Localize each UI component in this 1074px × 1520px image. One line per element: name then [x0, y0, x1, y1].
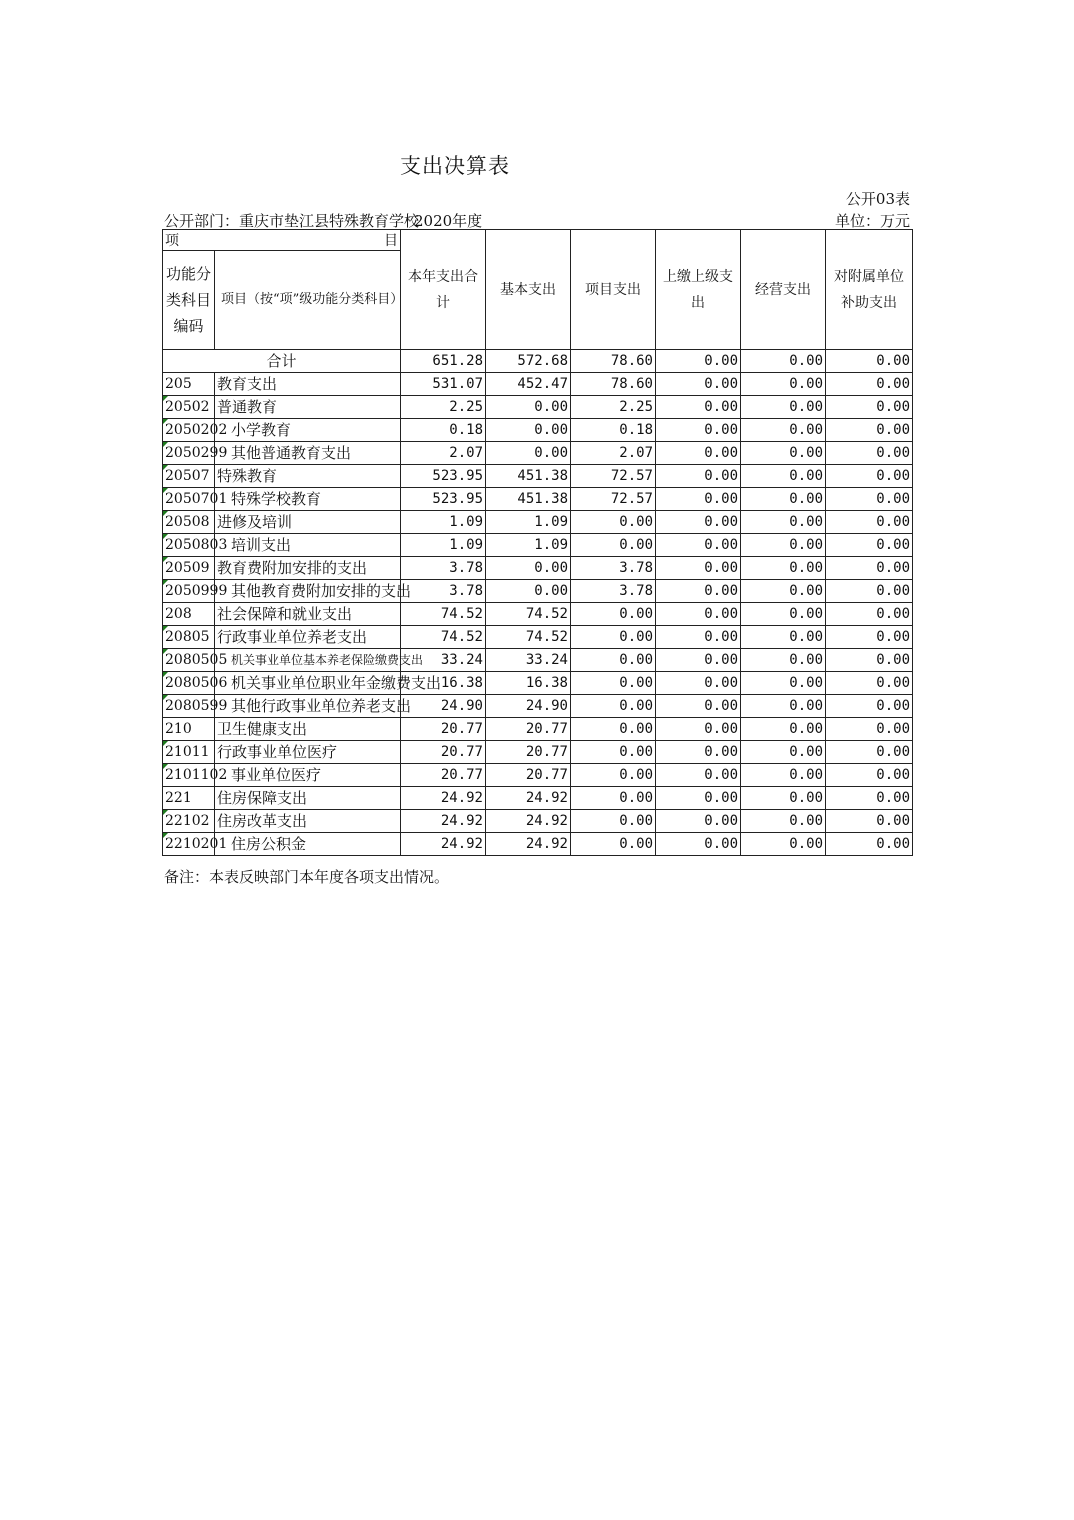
- total-label: 合计: [163, 350, 401, 373]
- row-value: 531.07: [401, 373, 486, 396]
- row-value: 0.00: [741, 580, 826, 603]
- row-value: 0.00: [656, 396, 741, 419]
- table-row: [163, 488, 913, 511]
- row-value: 78.60: [571, 373, 656, 396]
- row-value: 0.00: [826, 718, 913, 741]
- item-header-right: 目: [384, 233, 398, 249]
- report-title: 支出决算表: [400, 154, 510, 178]
- row-name: 社会保障和就业支出: [215, 603, 401, 626]
- table-row: [163, 580, 913, 603]
- row-name: 住房保障支出: [215, 787, 401, 810]
- item-header-left: 项: [165, 233, 179, 249]
- row-name: 机关事业单位职业年金缴费支出: [215, 672, 401, 695]
- row-code: 2080505: [163, 649, 215, 672]
- table-row: [163, 373, 913, 396]
- row-value: 0.00: [826, 672, 913, 695]
- row-value: 3.78: [401, 580, 486, 603]
- row-value: 0.00: [826, 649, 913, 672]
- row-code: 2050803: [163, 534, 215, 557]
- total-value: 78.60: [571, 350, 656, 373]
- row-value: 0.00: [741, 396, 826, 419]
- row-value: 0.00: [826, 580, 913, 603]
- table-row: [163, 718, 913, 741]
- row-value: 20.77: [486, 741, 571, 764]
- row-value: 20.77: [401, 718, 486, 741]
- row-value: 0.00: [826, 626, 913, 649]
- table-row: [163, 649, 913, 672]
- row-value: 0.00: [656, 465, 741, 488]
- row-code: 21011: [163, 741, 215, 764]
- total-row: [163, 350, 913, 373]
- row-value: 0.00: [571, 833, 656, 856]
- col-header-name: 项目（按“项”级功能分类科目）: [215, 251, 401, 350]
- expenditure-table: [162, 229, 913, 856]
- row-value: 1.09: [401, 534, 486, 557]
- row-value: 24.92: [486, 833, 571, 856]
- row-value: 0.00: [571, 741, 656, 764]
- row-value: 0.00: [826, 833, 913, 856]
- row-value: 20.77: [401, 764, 486, 787]
- row-value: 0.00: [741, 672, 826, 695]
- row-value: 0.00: [826, 741, 913, 764]
- row-value: 0.00: [826, 465, 913, 488]
- row-name: 行政事业单位医疗: [215, 741, 401, 764]
- row-code: 2101102: [163, 764, 215, 787]
- row-value: 24.92: [486, 787, 571, 810]
- row-value: 1.09: [486, 534, 571, 557]
- row-value: 0.00: [571, 764, 656, 787]
- row-name: 住房改革支出: [215, 810, 401, 833]
- row-value: 0.00: [571, 649, 656, 672]
- row-value: 2.07: [401, 442, 486, 465]
- row-value: 3.78: [401, 557, 486, 580]
- row-value: 0.00: [571, 787, 656, 810]
- total-value: 572.68: [486, 350, 571, 373]
- row-name: 其他普通教育支出: [215, 442, 401, 465]
- row-value: 0.00: [656, 695, 741, 718]
- row-value: 0.00: [826, 419, 913, 442]
- row-value: 0.00: [741, 511, 826, 534]
- table-row: [163, 511, 913, 534]
- row-value: 20.77: [401, 741, 486, 764]
- row-name: 小学教育: [215, 419, 401, 442]
- table-row: [163, 787, 913, 810]
- row-name: 其他行政事业单位养老支出: [215, 695, 401, 718]
- row-value: 0.00: [741, 488, 826, 511]
- row-value: 0.00: [656, 373, 741, 396]
- year-label: 2020年度: [414, 212, 483, 230]
- row-value: 0.00: [741, 764, 826, 787]
- row-value: 16.38: [401, 672, 486, 695]
- row-value: 0.00: [826, 442, 913, 465]
- row-value: 0.00: [741, 695, 826, 718]
- total-value: 651.28: [401, 350, 486, 373]
- row-code: 2050701: [163, 488, 215, 511]
- row-value: 0.00: [656, 626, 741, 649]
- row-value: 0.00: [741, 718, 826, 741]
- row-value: 24.92: [401, 787, 486, 810]
- row-value: 20.77: [486, 718, 571, 741]
- row-code: 2050999: [163, 580, 215, 603]
- row-code: 20805: [163, 626, 215, 649]
- row-value: 0.00: [826, 787, 913, 810]
- row-value: 0.00: [656, 580, 741, 603]
- total-value: 0.00: [826, 350, 913, 373]
- table-row: [163, 396, 913, 419]
- row-name: 其他教育费附加安排的支出: [215, 580, 401, 603]
- row-value: 0.00: [826, 810, 913, 833]
- row-value: 0.00: [486, 580, 571, 603]
- col-header-total: 本年支出合计: [401, 230, 486, 350]
- row-value: 2.25: [401, 396, 486, 419]
- row-value: 0.00: [656, 833, 741, 856]
- col-header-project: 项目支出: [571, 230, 656, 350]
- row-code: 2050299: [163, 442, 215, 465]
- row-code: 20502: [163, 396, 215, 419]
- row-name: 教育费附加安排的支出: [215, 557, 401, 580]
- row-value: 0.00: [486, 557, 571, 580]
- row-value: 0.18: [401, 419, 486, 442]
- table-row: [163, 764, 913, 787]
- table-row: [163, 603, 913, 626]
- row-value: 0.00: [656, 511, 741, 534]
- row-code: 221: [163, 787, 215, 810]
- row-value: 1.09: [401, 511, 486, 534]
- row-code: 20507: [163, 465, 215, 488]
- row-value: 24.90: [486, 695, 571, 718]
- row-code: 2080599: [163, 695, 215, 718]
- row-value: 74.52: [486, 603, 571, 626]
- row-value: 0.00: [571, 626, 656, 649]
- row-value: 0.00: [741, 787, 826, 810]
- row-value: 0.00: [656, 442, 741, 465]
- row-value: 0.00: [571, 534, 656, 557]
- row-code: 20509: [163, 557, 215, 580]
- row-value: 2.25: [571, 396, 656, 419]
- row-value: 72.57: [571, 465, 656, 488]
- row-value: 0.00: [741, 465, 826, 488]
- row-value: 72.57: [571, 488, 656, 511]
- table-row: [163, 442, 913, 465]
- row-value: 24.92: [486, 810, 571, 833]
- row-value: 0.00: [571, 672, 656, 695]
- row-value: 0.00: [571, 603, 656, 626]
- total-value: 0.00: [656, 350, 741, 373]
- row-value: 33.24: [486, 649, 571, 672]
- table-row: [163, 810, 913, 833]
- row-value: 0.00: [571, 810, 656, 833]
- row-value: 0.00: [656, 603, 741, 626]
- row-value: 0.18: [571, 419, 656, 442]
- row-value: 0.00: [826, 764, 913, 787]
- row-value: 0.00: [741, 557, 826, 580]
- row-value: 0.00: [571, 695, 656, 718]
- row-code: 2080506: [163, 672, 215, 695]
- row-value: 0.00: [656, 672, 741, 695]
- row-value: 20.77: [486, 764, 571, 787]
- row-name: 特殊学校教育: [215, 488, 401, 511]
- row-value: 0.00: [741, 419, 826, 442]
- row-value: 0.00: [486, 396, 571, 419]
- row-name: 行政事业单位养老支出: [215, 626, 401, 649]
- total-value: 0.00: [741, 350, 826, 373]
- row-value: 0.00: [741, 603, 826, 626]
- row-name: 卫生健康支出: [215, 718, 401, 741]
- row-value: 0.00: [656, 488, 741, 511]
- table-row: [163, 419, 913, 442]
- row-value: 451.38: [486, 488, 571, 511]
- item-header-cell: [163, 230, 401, 251]
- col-header-basic: 基本支出: [486, 230, 571, 350]
- row-value: 0.00: [826, 695, 913, 718]
- row-value: 0.00: [656, 718, 741, 741]
- row-code: 210: [163, 718, 215, 741]
- row-value: 0.00: [656, 649, 741, 672]
- row-code: 2210201: [163, 833, 215, 856]
- row-value: 24.90: [401, 695, 486, 718]
- row-value: 0.00: [741, 442, 826, 465]
- row-value: 452.47: [486, 373, 571, 396]
- col-header-subsidy: 对附属单位补助支出: [826, 230, 913, 350]
- row-value: 24.92: [401, 833, 486, 856]
- row-value: 0.00: [656, 810, 741, 833]
- row-code: 208: [163, 603, 215, 626]
- table-row: [163, 833, 913, 856]
- row-value: 0.00: [826, 511, 913, 534]
- row-value: 0.00: [826, 488, 913, 511]
- table-row: [163, 741, 913, 764]
- row-value: 0.00: [741, 373, 826, 396]
- row-name: 事业单位医疗: [215, 764, 401, 787]
- row-value: 74.52: [401, 603, 486, 626]
- col-header-code: 功能分类科目编码: [163, 251, 215, 350]
- table-row: [163, 534, 913, 557]
- row-code: 22102: [163, 810, 215, 833]
- row-name: 进修及培训: [215, 511, 401, 534]
- row-value: 523.95: [401, 488, 486, 511]
- row-value: 0.00: [571, 718, 656, 741]
- row-value: 523.95: [401, 465, 486, 488]
- row-value: 0.00: [826, 557, 913, 580]
- row-value: 3.78: [571, 557, 656, 580]
- row-value: 3.78: [571, 580, 656, 603]
- row-value: 0.00: [826, 603, 913, 626]
- row-value: 0.00: [741, 626, 826, 649]
- table-row: [163, 557, 913, 580]
- row-value: 0.00: [656, 419, 741, 442]
- row-value: 0.00: [826, 534, 913, 557]
- row-name: 机关事业单位基本养老保险缴费支出: [215, 649, 401, 672]
- row-value: 33.24: [401, 649, 486, 672]
- department-label: 公开部门：重庆市垫江县特殊教育学校: [164, 212, 420, 230]
- row-value: 0.00: [741, 741, 826, 764]
- row-name: 培训支出: [215, 534, 401, 557]
- row-name: 普通教育: [215, 396, 401, 419]
- row-value: 0.00: [656, 557, 741, 580]
- table-row: [163, 695, 913, 718]
- row-value: 0.00: [741, 649, 826, 672]
- row-value: 0.00: [571, 511, 656, 534]
- row-value: 2.07: [571, 442, 656, 465]
- col-header-remit: 上缴上级支出: [656, 230, 741, 350]
- row-value: 0.00: [486, 442, 571, 465]
- row-value: 0.00: [741, 810, 826, 833]
- row-value: 0.00: [741, 833, 826, 856]
- table-row: [163, 672, 913, 695]
- row-name: 教育支出: [215, 373, 401, 396]
- row-value: 74.52: [486, 626, 571, 649]
- row-value: 0.00: [486, 419, 571, 442]
- footnote: 备注：本表反映部门本年度各项支出情况。: [164, 868, 450, 886]
- row-value: 0.00: [656, 741, 741, 764]
- row-value: 0.00: [826, 396, 913, 419]
- form-number: 公开03表: [845, 190, 910, 208]
- row-value: 0.00: [741, 534, 826, 557]
- unit-label: 单位：万元: [834, 212, 910, 230]
- row-value: 0.00: [826, 373, 913, 396]
- table-row: [163, 465, 913, 488]
- col-header-operating: 经营支出: [741, 230, 826, 350]
- row-value: 24.92: [401, 810, 486, 833]
- row-value: 0.00: [656, 787, 741, 810]
- row-code: 205: [163, 373, 215, 396]
- row-value: 0.00: [656, 534, 741, 557]
- row-value: 451.38: [486, 465, 571, 488]
- row-value: 1.09: [486, 511, 571, 534]
- row-code: 2050202: [163, 419, 215, 442]
- row-name: 住房公积金: [215, 833, 401, 856]
- row-value: 0.00: [656, 764, 741, 787]
- row-name: 特殊教育: [215, 465, 401, 488]
- row-code: 20508: [163, 511, 215, 534]
- row-value: 74.52: [401, 626, 486, 649]
- row-value: 16.38: [486, 672, 571, 695]
- table-row: [163, 626, 913, 649]
